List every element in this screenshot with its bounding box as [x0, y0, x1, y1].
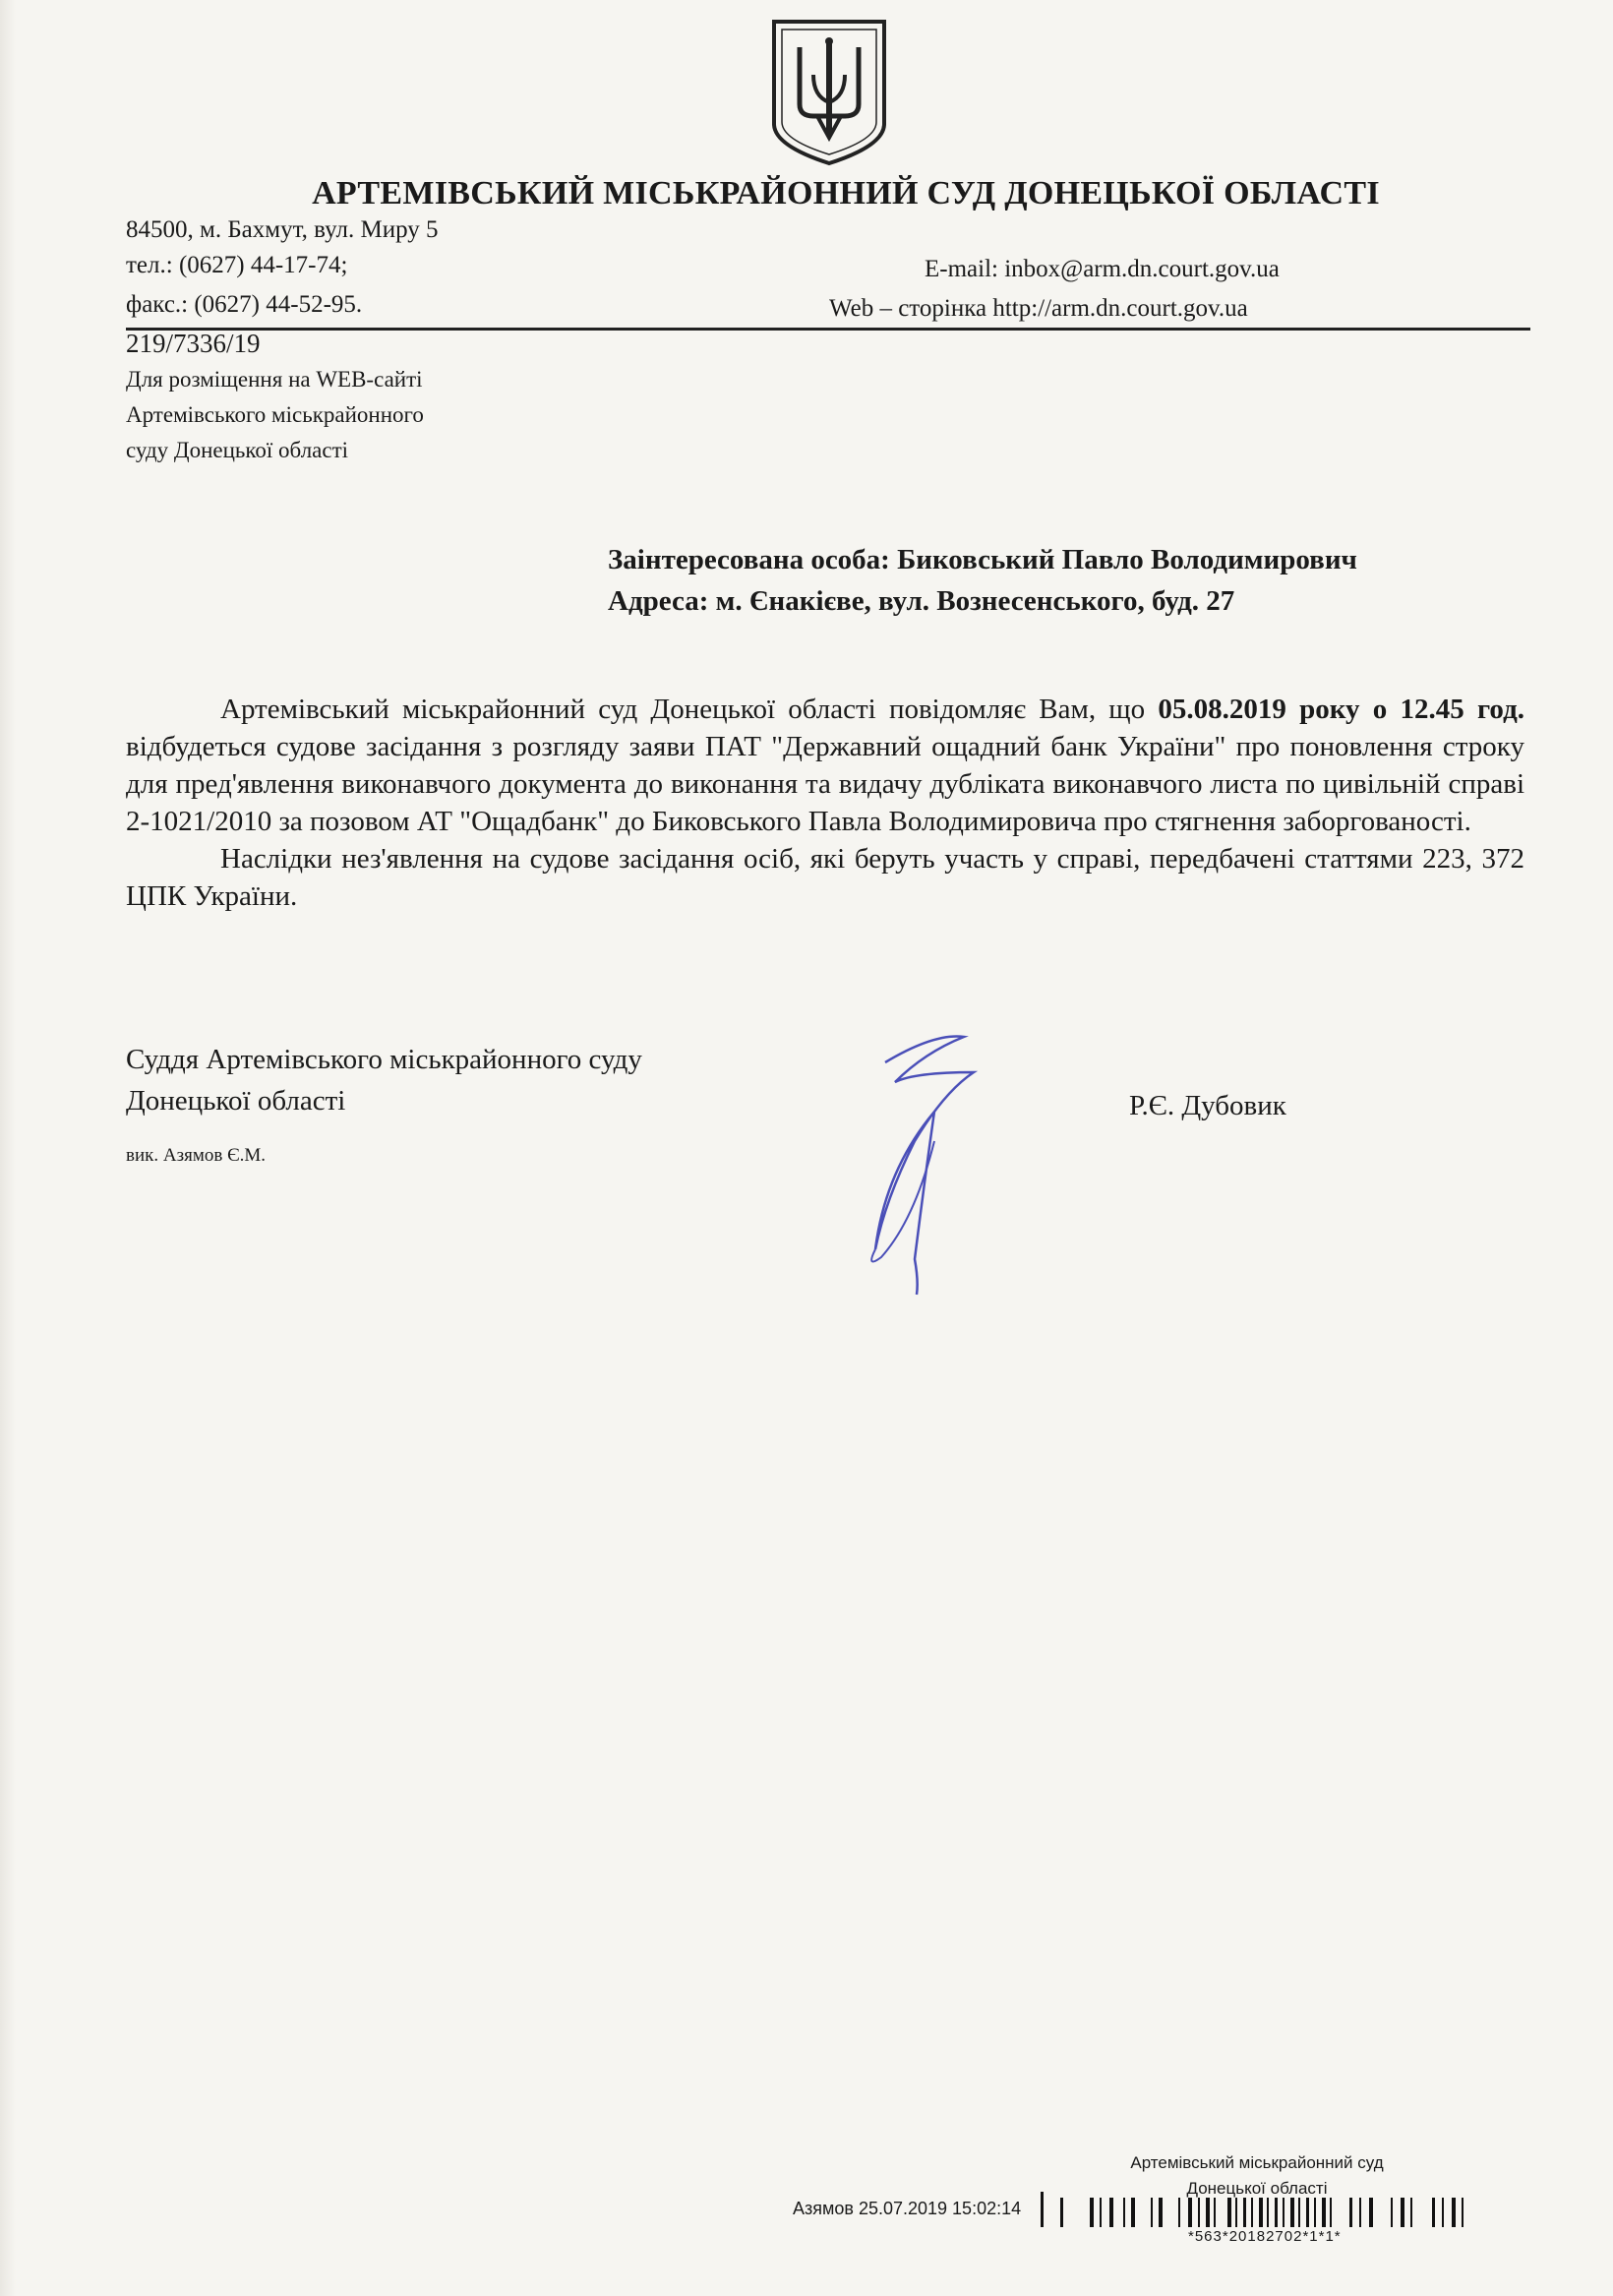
judge-title-line: Суддя Артемівського міськрайонного суду: [126, 1044, 642, 1075]
notice-body: [126, 691, 1524, 915]
court-website: Web – сторінка http://arm.dn.court.gov.ua: [829, 295, 1248, 322]
court-email: E-mail: inbox@arm.dn.court.gov.ua: [925, 256, 1280, 282]
header-divider: [126, 328, 1530, 331]
placement-note: [126, 362, 424, 468]
judge-name: Р.Є. Дубовик: [1129, 1090, 1286, 1121]
stamp-court-line: Артемівський міськрайонний суд: [1130, 2153, 1384, 2172]
barcode-icon: [1041, 2192, 1523, 2227]
court-fax: факс.: (0627) 44-52-95.: [126, 291, 363, 318]
handwritten-signature: [856, 1023, 1003, 1299]
court-phone: тел.: (0627) 44-17-74;: [126, 252, 348, 278]
placement-note-line: Артемівського міськрайонного: [126, 402, 424, 427]
stamp-court-line: Донецької області: [1186, 2179, 1328, 2198]
stamp-registrar-timestamp: Азямов 25.07.2019 15:02:14: [793, 2199, 1022, 2218]
case-number: 219/7336/19: [126, 329, 261, 358]
court-address: 84500, м. Бахмут, вул. Миру 5: [126, 216, 439, 243]
notice-text: відбудеться судове засідання з розгляду заяви ПАТ "Державний ощадний банк України" про поновлення строку для пред'явлення виконавчого документа до виконання та видачу дубліката виконавчого листа по цивільній справі 2-1021/2010 за позовом АТ "Ощадбанк" до Биковського Павла Володимировича про стягнення заборгованості.: [126, 731, 1524, 837]
executor-note: вик. Азямов Є.М.: [126, 1145, 267, 1166]
placement-note-line: суду Донецької області: [126, 438, 349, 462]
judge-title: [126, 1039, 642, 1121]
hearing-datetime: 05.08.2019 року о 12.45 год.: [1158, 694, 1524, 725]
notice-paragraph: [126, 691, 1524, 840]
recipient-block: [608, 539, 1357, 622]
recipient-person: Заінтересована особа: Биковський Павло Володимирович: [608, 544, 1357, 575]
scan-edge: [0, 0, 16, 2296]
recipient-address: Адреса: м. Єнакієве, вул. Вознесенського, буд. 27: [608, 585, 1235, 617]
judge-title-line: Донецької області: [126, 1085, 346, 1117]
notice-text: Артемівський міськрайонний суд Донецької області повідомляє Вам, що: [220, 694, 1159, 725]
court-title: АРТЕМІВСЬКИЙ МІСЬКРАЙОННИЙ СУД ДОНЕЦЬКОЇ ОБЛАСТІ: [312, 175, 1380, 211]
placement-note-line: Для розміщення на WEB-сайті: [126, 367, 423, 392]
consequences-paragraph: Наслідки нез'явлення на судове засідання осіб, які беруть участь у справі, передбачені статтями 223, 372 ЦПК України.: [126, 843, 1524, 912]
barcode-code: *563*20182702*1*1*: [1188, 2228, 1342, 2245]
coat-of-arms-icon: [770, 18, 888, 167]
